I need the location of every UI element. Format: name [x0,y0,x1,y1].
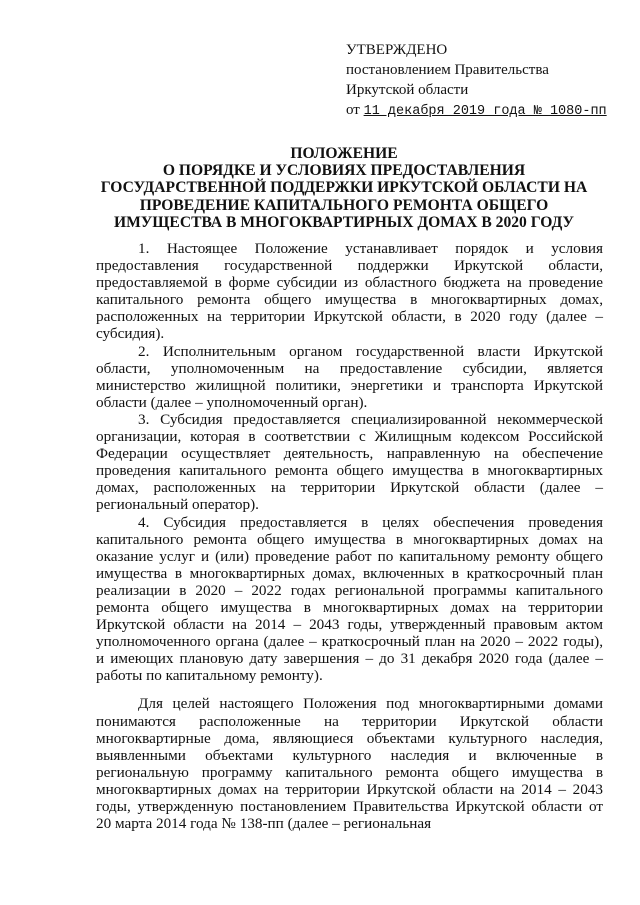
approval-date-line [346,100,607,122]
approval-block [346,40,607,122]
approved-label: УТВЕРЖДЕНО [346,42,448,58]
paragraph-4: 4. Субсидия предоставляется в целях обеспечения проведения капитального ремонта общего имущества в многоквартирных домах на оказание услуг и (или) проведение работ по капитальному ремонту общего имущества в многоквартирных домах, включенных в краткосрочный план реализации в 2020 – 2022 годах региональной программы капитального ремонта общего имущества в многоквартирных домах на территории Иркутской области на 2014 – 2043 годы, утвержденный правовым актом уполномоченного органа (далее – краткосрочный план на 2020 – 2022 годы), и имеющих плановую дату завершения – до 31 декабря 2020 года (далее – работы по капитальному ремонту). [96,513,603,685]
title-line-1: ПОЛОЖЕНИЕ [290,145,398,162]
document-title [96,145,592,231]
approval-date-number: 11 декабря 2019 года № 1080-пп [363,104,607,119]
paragraph-5: Для целей настоящего Положения под многоквартирными домами понимаются расположенные на территории Иркутской области многоквартирные дома, являющиеся объектами культурного наследия, выявленными объектами культурного наследия и включенные в региональную программу капитального ремонта общего имущества в многоквартирных домах на территории Иркутской области на 2014 – 2043 годы, утвержденную постановлением Правительства Иркутской области от 20 марта 2014 года № 138-пп (далее – региональная [96,695,603,833]
title-line-3: ГОСУДАРСТВЕННОЙ ПОДДЕРЖКИ ИРКУТСКОЙ ОБЛАСТИ НА [100,179,588,197]
paragraph-3: 3. Субсидия предоставляется специализированной некоммерческой организации, которая в соответствии с Жилищным кодексом Российской Федерации осуществляет деятельность, направленную на обеспечение проведения капитального ремонта общего имущества в многоквартирных домах, расположенных на территории Иркутской области (далее – региональный оператор). [96,410,603,514]
paragraph-2: 2. Исполнительным органом государственной власти Иркутской области, уполномоченным на предоставление субсидии, является министерство жилищной политики, энергетики и транспорта Иркутской области (далее – уполномоченный орган). [96,342,603,411]
approved-by-line: постановлением Правительства [346,62,549,78]
title-line-5: ИМУЩЕСТВА В МНОГОКВАРТИРНЫХ ДОМАХ В 2020 ГОДУ [114,213,574,231]
approved-region-line: Иркутской области [346,82,469,98]
title-line-2: О ПОРЯДКЕ И УСЛОВИЯХ ПРЕДОСТАВЛЕНИЯ [162,162,526,180]
paragraph-1: 1. Настоящее Положение устанавливает порядок и условия предоставления государственной поддержки Иркутской области, предоставляемой в форме субсидии из областного бюджета на проведение капитального ремонта общего имущества в многоквартирных домах, расположенных на территории Иркутской области, в 2020 году (далее – субсидия). [96,240,603,343]
document-body [96,240,603,832]
title-line-4: ПРОВЕДЕНИЕ КАПИТАЛЬНОГО РЕМОНТА ОБЩЕГО [139,196,549,214]
date-prefix: от [346,102,360,118]
